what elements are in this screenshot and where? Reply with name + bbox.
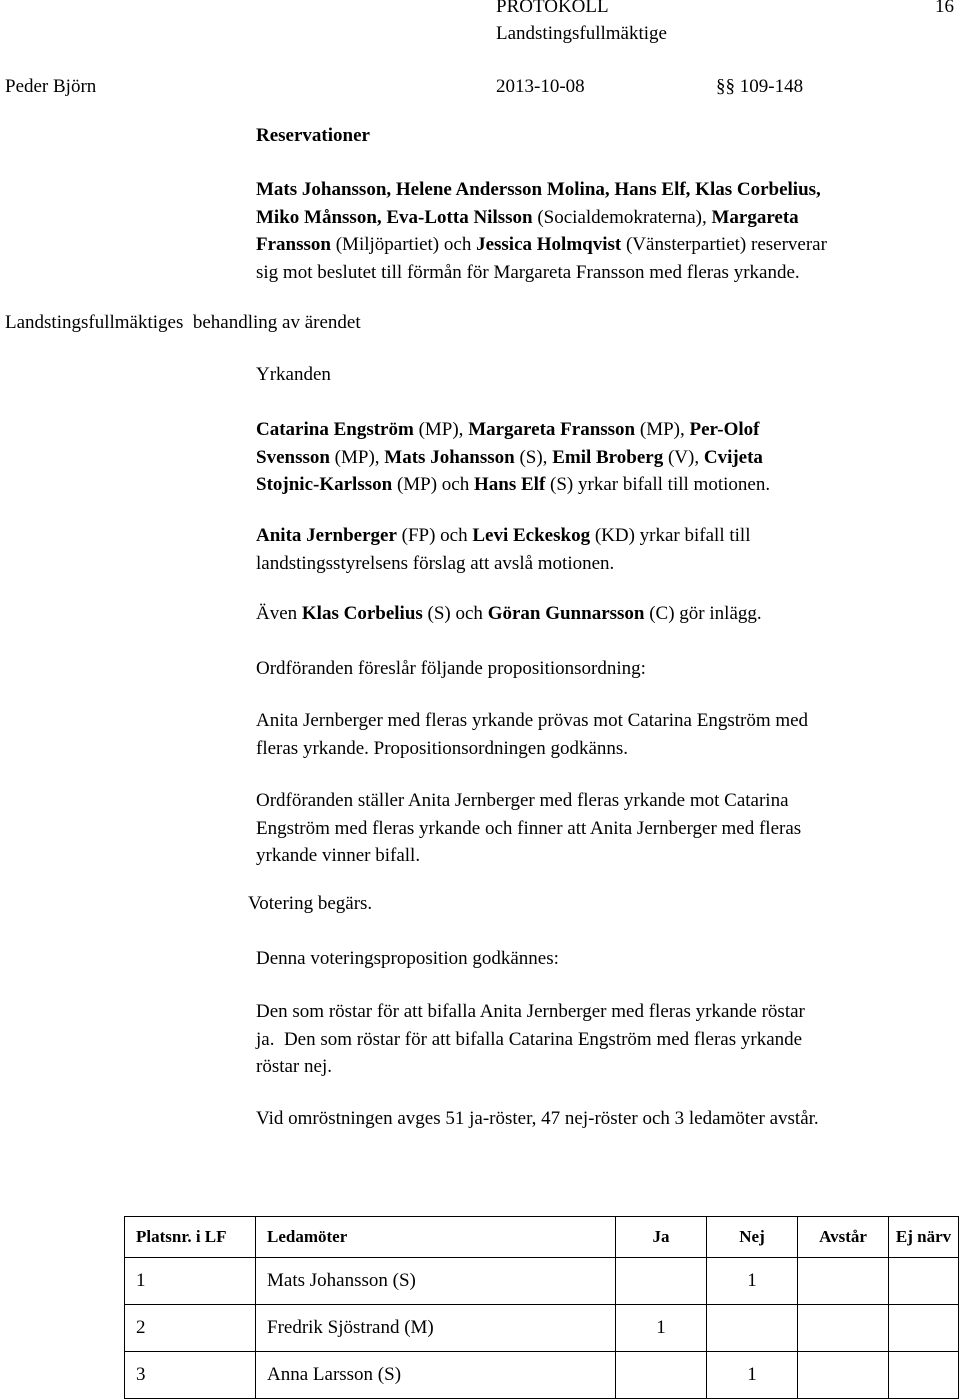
vote-nej [707,1305,798,1352]
text-segment: Engström med fleras yrkande och finner att Anita Jernberger med fleras [256,817,802,839]
vote-requested: Votering begärs. [248,893,373,914]
text-segment: (S) och [422,603,488,624]
text-line [256,600,762,628]
bold-text-segment: Cvijeta [703,446,763,468]
seat-number: 3 [125,1352,256,1399]
text-line [256,707,808,735]
bold-text-segment: Göran Gunnarsson [487,603,645,624]
section-mark: §§ [716,76,735,97]
section-range [716,76,803,98]
bold-text-segment: Margareta Fransson [468,419,636,440]
text-segment: fleras yrkande. Propositionsordningen godkänns. [256,737,629,759]
text-segment: röstar nej. [256,1056,332,1077]
treatment-heading: Landstingsfullmäktiges behandling av ärendet [5,312,361,333]
text-line [256,550,750,578]
text-line [256,1026,805,1054]
bold-text-segment: Levi Eckeskog [472,525,591,546]
text-line [256,998,805,1026]
vote-nej: 1 [707,1258,798,1305]
speakers-paragraph [256,600,762,628]
vote-ej-narv [889,1305,959,1352]
text-line [256,231,827,259]
bold-text-segment: Catarina Engström [256,419,414,440]
vote-ja [616,1352,707,1399]
vote-result-paragraph [256,1105,819,1133]
text-segment: (FP) och [396,525,473,546]
text-line [256,787,801,815]
bold-text-segment: Mats Johansson, Helene Andersson Molina, Hans Elf, Klas Corbelius, [256,179,821,200]
reservations-text [256,176,827,286]
text-segment: (V), [663,446,704,468]
vote-table-header-row [125,1217,959,1258]
text-segment: (Socialdemokraterna), [532,206,712,228]
text-segment: Den som röstar för att bifalla Anita Jernberger med fleras yrkande röstar [256,1001,805,1022]
vote-avstar [798,1352,889,1399]
text-line [256,815,801,843]
seat-number: 1 [125,1258,256,1305]
vote-instructions-paragraph [256,998,805,1081]
proposal-paragraph-1 [256,416,770,499]
text-line [256,842,801,870]
secretary-name: Peder Björn [5,76,97,97]
text-segment: ja. Den som röstar för att bifalla Catarina Engström med fleras yrkande [256,1028,803,1050]
reservations-heading: Reservationer [256,125,370,146]
text-line [256,735,808,763]
text-line [256,655,646,683]
member-name: Mats Johansson (S) [256,1258,616,1305]
proposition-order-paragraph [256,707,808,762]
text-line [256,471,770,499]
text-segment: Anita Jernberger med fleras yrkande prövas mot Catarina Engström med [256,710,809,731]
text-segment: Ordföranden föreslår följande propositionsordning: [256,658,646,679]
col-header-avstar: Avstår [798,1217,889,1258]
proposal-paragraph-2 [256,522,750,577]
section-numbers: 109-148 [739,76,804,97]
col-header-members: Ledamöter [256,1217,616,1258]
bold-text-segment: Mats Johansson [384,446,515,468]
yrkanden-heading: Yrkanden [256,364,331,385]
text-segment: yrkande vinner bifall. [256,845,421,866]
bold-text-segment: Anita Jernberger [256,525,397,546]
text-segment: (MP), [413,419,469,440]
vote-ja: 1 [616,1305,707,1352]
text-segment: Denna voteringsproposition godkännes: [256,948,559,969]
text-segment: Vid omröstningen avges 51 ja-röster, 47 nej-röster och 3 ledamöter avstår. [256,1108,819,1129]
text-line [256,416,770,444]
vote-ej-narv [889,1352,959,1399]
vote-proposition-paragraph [256,945,559,973]
page-number: 16 [935,0,954,17]
text-segment: (S), [514,446,553,468]
meeting-date: 2013-10-08 [496,76,585,97]
vote-ej-narv [889,1258,959,1305]
text-line [256,204,827,232]
col-header-ej-narv: Ej närv [889,1217,959,1258]
bold-text-segment: Per-Olof [689,419,760,440]
member-name: Fredrik Sjöstrand (M) [256,1305,616,1352]
vote-avstar [798,1258,889,1305]
chair-proposal-paragraph [256,655,646,683]
text-segment: (Miljöpartiet) och [330,234,477,255]
vote-nej: 1 [707,1352,798,1399]
table-row [125,1258,959,1305]
table-row [125,1305,959,1352]
bold-text-segment: Miko Månsson, Eva-Lotta Nilsson [256,206,533,228]
text-segment: (MP), [635,419,690,440]
text-segment: (KD) yrkar bifall till [590,525,751,546]
bold-text-segment: Svensson [256,446,330,468]
bold-text-segment: Emil Broberg [552,446,664,468]
text-line [256,945,559,973]
text-line [256,176,827,204]
bold-text-segment: Hans Elf [474,474,546,495]
text-segment: (Vänsterpartiet) reserverar [621,234,827,255]
text-line [256,522,750,550]
text-segment: (MP) och [392,474,474,495]
bold-text-segment: Stojnic-Karlsson [256,474,393,495]
bold-text-segment: Jessica Holmqvist [476,234,622,255]
text-segment: Ordföranden ställer Anita Jernberger med fleras yrkande mot Catarina [256,790,789,811]
col-header-seat: Platsnr. i LF [125,1217,256,1258]
text-line [256,1053,805,1081]
text-segment: (C) gör inlägg. [644,603,762,624]
vote-table [124,1216,959,1399]
col-header-nej: Nej [707,1217,798,1258]
bold-text-segment: Margareta [711,206,799,228]
vote-avstar [798,1305,889,1352]
col-header-ja: Ja [616,1217,707,1258]
text-segment: sig mot beslutet till förmån för Margareta Fransson med fleras yrkande. [256,261,800,283]
table-row [125,1352,959,1399]
text-segment: landstingsstyrelsens förslag att avslå motionen. [256,552,615,574]
organ-name: Landstingsfullmäktige [496,23,667,44]
vote-ja [616,1258,707,1305]
text-line [256,1105,819,1133]
doc-type: PROTOKOLL [496,0,609,17]
bold-text-segment: Klas Corbelius [301,603,423,624]
text-segment: Även [256,603,302,624]
text-line [256,259,827,287]
text-segment: (MP), [329,446,385,468]
seat-number: 2 [125,1305,256,1352]
bold-text-segment: Fransson [256,234,331,255]
text-segment: (S) yrkar bifall till motionen. [545,474,771,495]
text-line [256,444,770,472]
member-name: Anna Larsson (S) [256,1352,616,1399]
chair-ruling-paragraph [256,787,801,870]
